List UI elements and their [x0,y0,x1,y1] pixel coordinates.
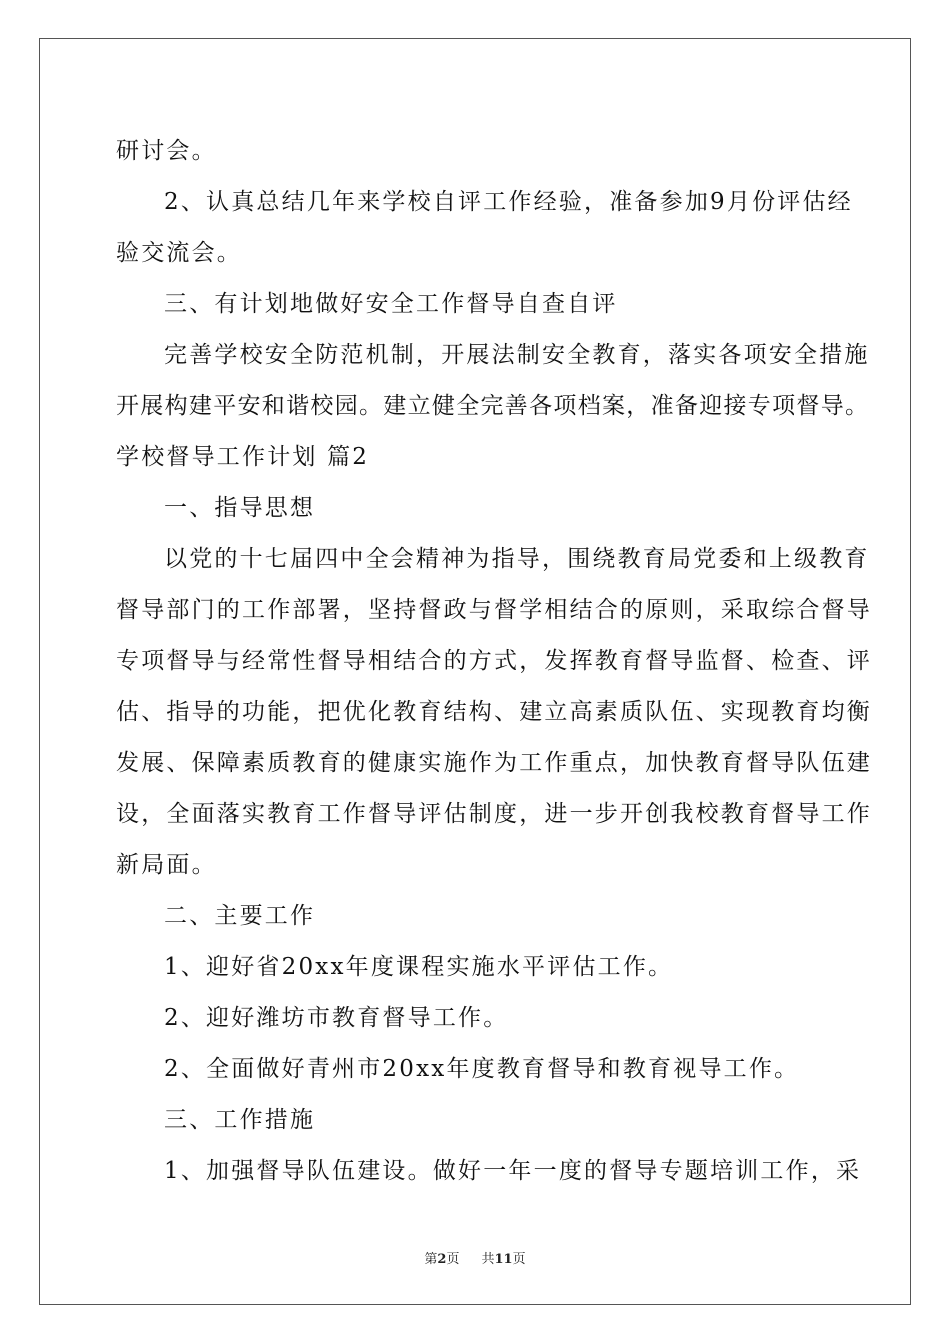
text-line: 开展构建平安和谐校园。建立健全完善各项档案，准备迎接专项督导。 [116,393,870,419]
section-heading: 二、主要工作 [164,903,316,929]
text-line: 专项督导与经常性督导相结合的方式，发挥教育督导监督、检查、评 [116,648,872,674]
page-total: 11 [494,1252,513,1267]
page-suffix: 页 [446,1252,460,1267]
section-heading: 三、工作措施 [164,1107,316,1133]
text-line: 新局面。 [116,852,217,878]
list-item: 2、全面做好青州市20xx年度教育督导和教育视导工作。 [164,1056,800,1082]
text-line: 设，全面落实教育工作督导评估制度，进一步开创我校教育督导工作 [116,801,872,827]
section-heading: 一、指导思想 [164,495,316,521]
section-heading: 三、有计划地做好安全工作督导自查自评 [164,291,618,317]
document-body [116,126,872,1197]
page-footer [0,1248,950,1267]
document-title: 学校督导工作计划 篇2 [116,444,370,470]
text-line: 2、认真总结几年来学校自评工作经验，准备参加9月份评估经 [164,189,853,215]
text-line: 估、指导的功能，把优化教育结构、建立高素质队伍、实现教育均衡 [116,699,872,725]
list-item: 2、迎好潍坊市教育督导工作。 [164,1005,509,1031]
list-item: 1、加强督导队伍建设。做好一年一度的督导专题培训工作，采 [164,1158,862,1184]
total-suffix: 页 [512,1252,526,1267]
text-line: 发展、保障素质教育的健康实施作为工作重点，加快教育督导队伍建 [116,750,872,776]
page-current: 2 [437,1252,447,1267]
text-line: 研讨会。 [116,138,217,164]
text-line: 完善学校安全防范机制，开展法制安全教育，落实各项安全措施 [164,342,870,368]
text-line: 督导部门的工作部署，坚持督政与督学相结合的原则，采取综合督导 [116,597,872,623]
page-prefix: 第 [424,1252,438,1267]
text-line: 以党的十七届四中全会精神为指导，围绕教育局党委和上级教育 [164,546,870,572]
text-line: 验交流会。 [116,240,242,266]
list-item: 1、迎好省20xx年度课程实施水平评估工作。 [164,954,674,980]
total-prefix: 共 [481,1252,495,1267]
